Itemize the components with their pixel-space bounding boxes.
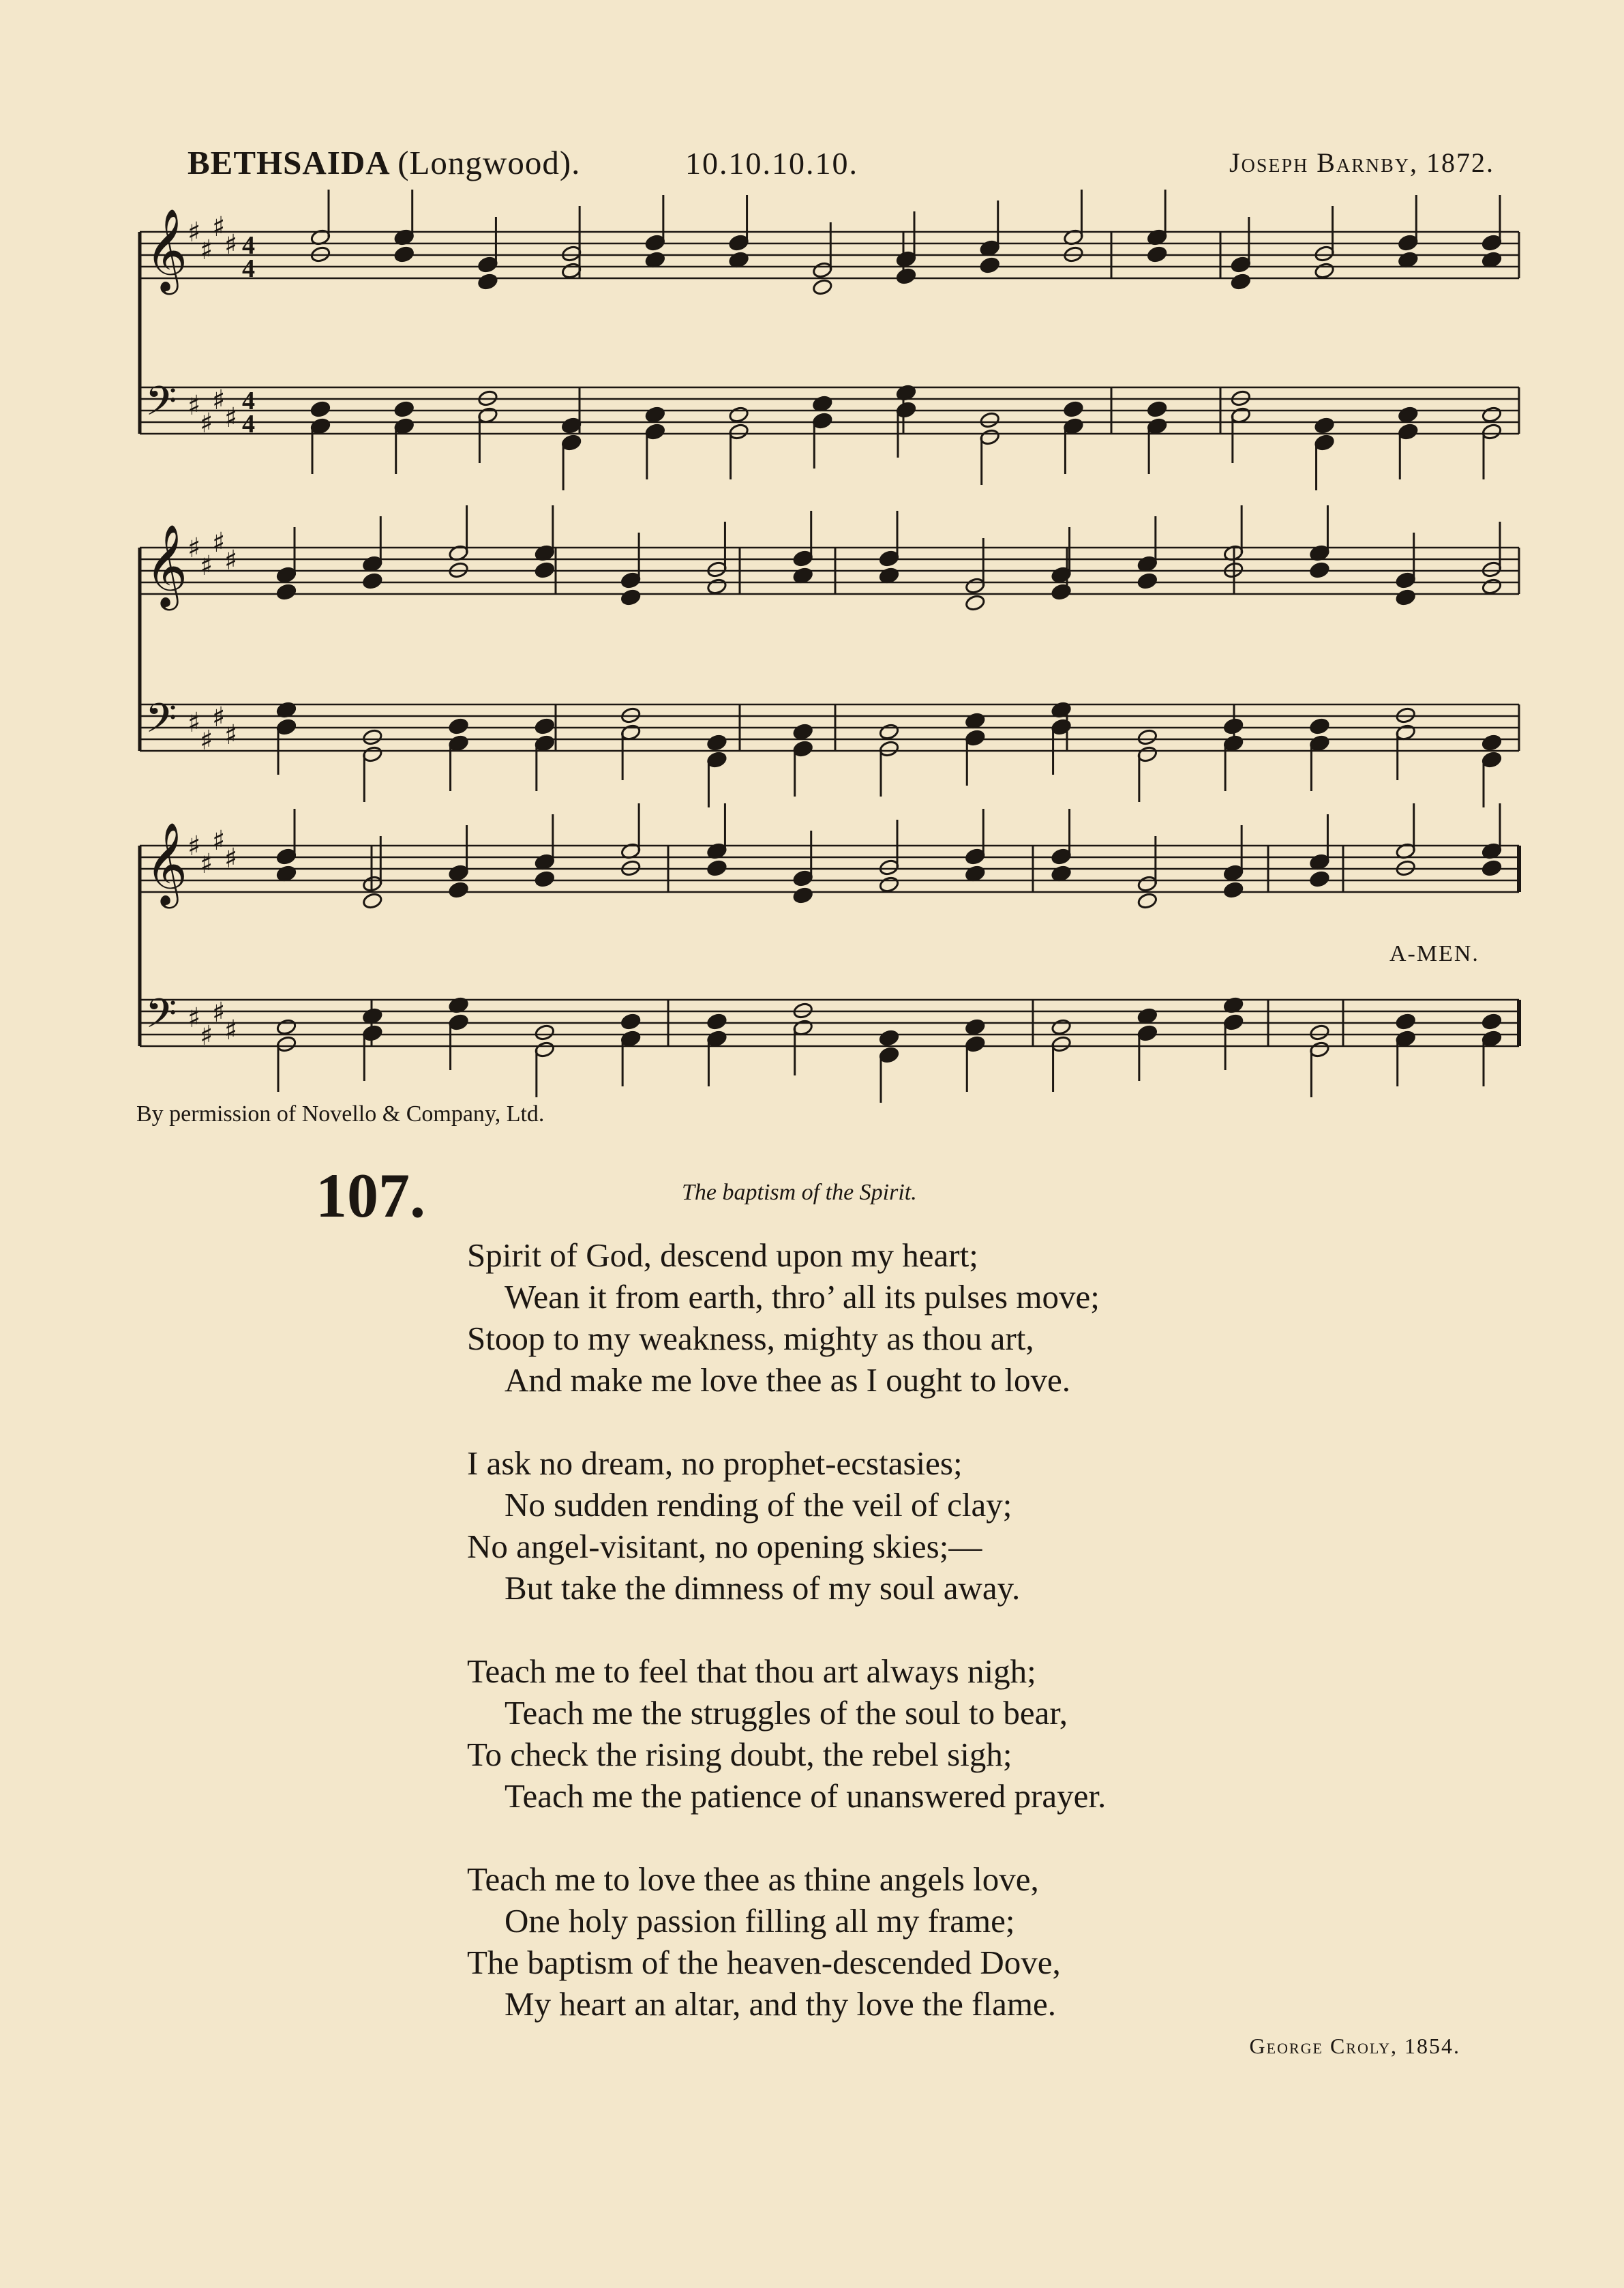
verse-line: No sudden rending of the veil of clay; bbox=[505, 1486, 1012, 1524]
note-head bbox=[362, 892, 383, 910]
note-head bbox=[477, 273, 498, 291]
stanza bbox=[467, 1234, 1106, 1401]
hymn-text bbox=[467, 1234, 1106, 2066]
verse-line: No angel-visitant, no opening skies;— bbox=[467, 1528, 982, 1565]
note-head bbox=[535, 1024, 556, 1041]
composer: Joseph Barnby, 1872. bbox=[1229, 147, 1494, 178]
note-head bbox=[979, 256, 1000, 274]
sharp-sign: ♯ bbox=[212, 527, 226, 559]
sharp-sign: ♯ bbox=[224, 229, 238, 261]
music-score bbox=[0, 0, 1624, 1125]
time-signature: 4 bbox=[242, 387, 255, 415]
note-head bbox=[792, 887, 813, 904]
note-head bbox=[1395, 1013, 1416, 1030]
note-head bbox=[965, 1018, 986, 1036]
verse-line: Teach me the patience of unanswered prayer. bbox=[505, 1777, 1107, 1815]
sharp-sign: ♯ bbox=[200, 848, 213, 880]
sharp-sign: ♯ bbox=[212, 997, 226, 1028]
note-head bbox=[706, 734, 727, 752]
note-head bbox=[535, 870, 556, 888]
note-head bbox=[1051, 1018, 1072, 1036]
note-head bbox=[879, 723, 900, 741]
sharp-sign: ♯ bbox=[224, 843, 238, 874]
verse-line: The baptism of the heaven-descended Dove, bbox=[467, 1944, 1061, 1981]
bass-clef: 𝄢 bbox=[145, 694, 177, 752]
bass-clef: 𝄢 bbox=[145, 990, 177, 1047]
note-head bbox=[792, 723, 813, 741]
verse-line: And make me love thee as I ought to love. bbox=[505, 1361, 1071, 1399]
note-head bbox=[1482, 734, 1503, 752]
note-head bbox=[535, 561, 556, 579]
note-head bbox=[620, 1013, 642, 1030]
stanza bbox=[467, 1858, 1106, 2025]
sharp-sign: ♯ bbox=[187, 707, 201, 739]
stanza bbox=[467, 1442, 1106, 1609]
text-author: George Croly, 1854. bbox=[1249, 2034, 1460, 2058]
treble-clef: 𝄞 bbox=[145, 208, 188, 291]
note-head bbox=[620, 589, 642, 606]
note-head bbox=[393, 400, 415, 418]
note-head bbox=[879, 1029, 900, 1047]
note-head bbox=[706, 578, 727, 595]
verse-line: To check the rising doubt, the rebel sigh; bbox=[467, 1736, 1012, 1773]
note-head bbox=[1398, 406, 1419, 424]
verse-line: Teach me to love thee as thine angels love, bbox=[467, 1860, 1039, 1898]
note-head bbox=[1147, 400, 1168, 418]
hymn-number: 107. bbox=[316, 1161, 425, 1230]
note-head bbox=[728, 406, 749, 424]
sharp-sign: ♯ bbox=[200, 235, 213, 266]
tune-name: BETHSAIDA bbox=[187, 144, 389, 181]
note-head bbox=[362, 728, 383, 746]
note-head bbox=[535, 717, 556, 735]
sharp-sign: ♯ bbox=[187, 533, 201, 564]
note-head bbox=[448, 881, 469, 899]
sharp-sign: ♯ bbox=[224, 1015, 238, 1046]
treble-clef: 𝄞 bbox=[145, 822, 188, 905]
note-head bbox=[1309, 561, 1330, 579]
verse-line: Spirit of God, descend upon my heart; bbox=[467, 1236, 978, 1274]
sharp-sign: ♯ bbox=[212, 702, 226, 733]
tune-alt-name: (Longwood). bbox=[397, 144, 581, 181]
verse-line: Teach me to feel that thou art always nigh; bbox=[467, 1652, 1036, 1690]
sharp-sign: ♯ bbox=[200, 725, 213, 756]
note-head bbox=[1482, 406, 1503, 424]
verse-line: Stoop to my weakness, mighty as thou art, bbox=[467, 1320, 1034, 1357]
note-head bbox=[979, 411, 1000, 429]
note-head bbox=[1223, 881, 1244, 899]
sharp-sign: ♯ bbox=[200, 550, 213, 582]
time-signature: 4 bbox=[242, 410, 255, 439]
time-signature: 4 bbox=[242, 254, 255, 283]
note-head bbox=[1482, 1013, 1503, 1030]
note-head bbox=[896, 267, 917, 285]
note-head bbox=[645, 406, 666, 424]
hymn-subtitle: The baptism of the Spirit. bbox=[682, 1180, 917, 1205]
stanza bbox=[467, 1650, 1106, 1817]
time-signature: 4 bbox=[242, 231, 255, 260]
note-head bbox=[276, 583, 297, 601]
sharp-sign: ♯ bbox=[212, 385, 226, 416]
note-head bbox=[1314, 417, 1335, 434]
note-head bbox=[1309, 1024, 1330, 1041]
sharp-sign: ♯ bbox=[187, 217, 201, 248]
verse-line: I ask no dream, no prophet-ecstasies; bbox=[467, 1444, 963, 1482]
note-head bbox=[1309, 717, 1330, 735]
note-head bbox=[1137, 728, 1158, 746]
sharp-sign: ♯ bbox=[224, 402, 238, 434]
verse-line: One holy passion filling all my frame; bbox=[505, 1902, 1015, 1940]
note-head bbox=[965, 594, 986, 612]
note-head bbox=[448, 717, 469, 735]
note-head bbox=[1051, 583, 1072, 601]
verse-line: Teach me the struggles of the soul to bear, bbox=[505, 1694, 1068, 1732]
note-head bbox=[393, 246, 415, 263]
note-head bbox=[1314, 262, 1335, 280]
sharp-sign: ♯ bbox=[200, 1020, 213, 1052]
note-head bbox=[310, 400, 331, 418]
note-head bbox=[879, 876, 900, 893]
note-head bbox=[1482, 578, 1503, 595]
note-head bbox=[1309, 870, 1330, 888]
note-head bbox=[1137, 892, 1158, 910]
note-head bbox=[706, 1013, 727, 1030]
sharp-sign: ♯ bbox=[224, 719, 238, 751]
bass-clef: 𝄢 bbox=[145, 377, 177, 434]
verse-line: My heart an altar, and thy love the flame. bbox=[505, 1985, 1056, 2023]
note-head bbox=[1147, 246, 1168, 263]
note-head bbox=[812, 278, 833, 296]
verse-line: Wean it from earth, thro’ all its pulses move; bbox=[505, 1278, 1100, 1316]
note-head bbox=[1231, 273, 1252, 291]
verse-line: But take the dimness of my soul away. bbox=[505, 1569, 1021, 1607]
note-head bbox=[1223, 717, 1244, 735]
note-head bbox=[1395, 589, 1416, 606]
permission-note: By permission of Novello & Company, Ltd. bbox=[136, 1101, 545, 1127]
sharp-sign: ♯ bbox=[212, 825, 226, 857]
note-head bbox=[276, 1018, 297, 1036]
treble-clef: 𝄞 bbox=[145, 524, 188, 607]
note-head bbox=[706, 859, 727, 877]
note-head bbox=[1063, 400, 1084, 418]
sharp-sign: ♯ bbox=[224, 545, 238, 576]
note-head bbox=[362, 572, 383, 590]
sharp-sign: ♯ bbox=[187, 831, 201, 862]
amen-label: A-MEN. bbox=[1389, 941, 1479, 966]
meter: 10.10.10.10. bbox=[685, 146, 858, 181]
sharp-sign: ♯ bbox=[187, 390, 201, 421]
note-head bbox=[1482, 859, 1503, 877]
sharp-sign: ♯ bbox=[212, 211, 226, 243]
note-head bbox=[1137, 572, 1158, 590]
sharp-sign: ♯ bbox=[200, 408, 213, 439]
sharp-sign: ♯ bbox=[187, 1002, 201, 1034]
